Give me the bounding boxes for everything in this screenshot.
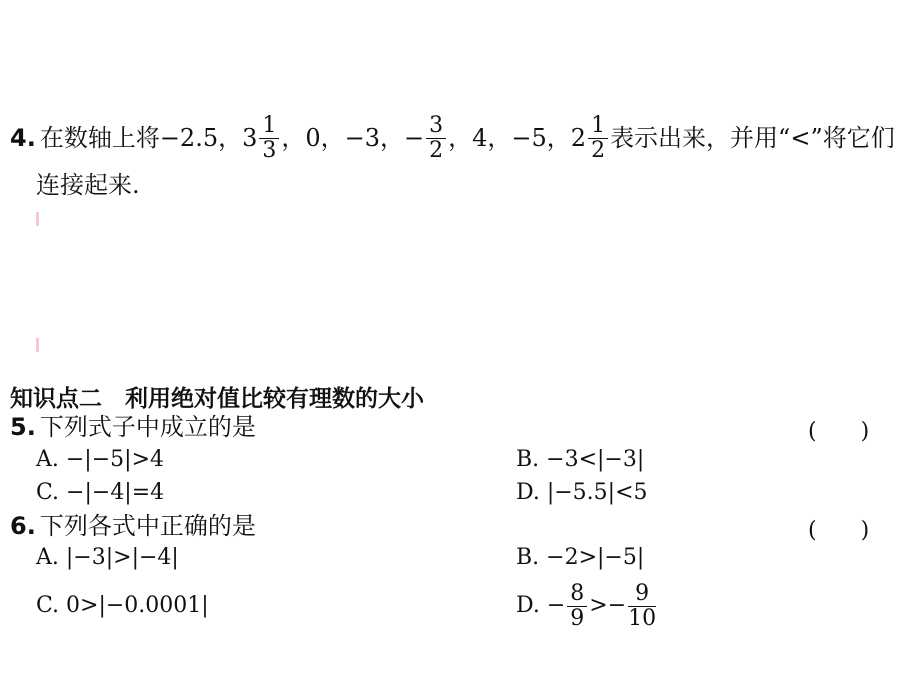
question-text: 下列各式中正确的是 — [39, 512, 256, 540]
answer-parentheses: ( ) — [808, 518, 870, 543]
fraction-denominator: 2 — [591, 137, 606, 163]
fraction-denominator: 2 — [429, 137, 444, 163]
fraction-denominator: 3 — [262, 137, 277, 163]
fraction-denominator: 10 — [628, 605, 657, 631]
fraction-numerator: 1 — [259, 114, 279, 139]
question-text: ，4，−5，2 — [448, 124, 587, 152]
fraction-numerator: 3 — [426, 114, 446, 139]
question-4-line-2: 连接起来. — [36, 171, 140, 199]
question-text: ，0，−3，− — [281, 124, 425, 152]
option-text: >− — [589, 593, 627, 618]
fraction — [588, 114, 608, 163]
option-d[interactable]: D. |−5.5|<5 — [516, 480, 648, 505]
question-text: 在数轴上将−2.5，3 — [39, 124, 258, 152]
fraction — [259, 114, 279, 163]
fraction — [567, 582, 587, 631]
question-number: 4. — [10, 124, 36, 152]
option-c[interactable]: C. −|−4|=4 — [36, 480, 165, 505]
fraction — [628, 582, 656, 631]
question-number: 6. — [10, 512, 36, 540]
decorative-mark — [36, 212, 39, 226]
answer-parentheses: ( ) — [808, 419, 870, 444]
option-b[interactable]: B. −3<|−3| — [516, 447, 645, 472]
option-text: D. − — [516, 593, 566, 618]
question-4-line-1 — [10, 108, 895, 168]
option-d[interactable] — [516, 578, 658, 634]
fraction-denominator: 9 — [570, 605, 585, 631]
option-b[interactable]: B. −2>|−5| — [516, 545, 645, 570]
decorative-mark — [36, 338, 39, 352]
fraction — [426, 114, 446, 163]
fraction-numerator: 9 — [628, 582, 656, 607]
question-text: 表示出来，并用“<”将它们 — [610, 124, 895, 152]
section-heading: 知识点二 利用绝对值比较有理数的大小 — [10, 386, 424, 412]
question-text: 下列式子中成立的是 — [39, 413, 256, 441]
option-a[interactable]: A. −|−5|>4 — [36, 447, 164, 472]
question-5-stem — [10, 412, 256, 442]
option-c[interactable]: C. 0>|−0.0001| — [36, 593, 209, 618]
question-6-stem — [10, 511, 256, 541]
option-a[interactable]: A. |−3|>|−4| — [36, 545, 179, 570]
question-number: 5. — [10, 413, 36, 441]
fraction-numerator: 8 — [567, 582, 587, 607]
fraction-numerator: 1 — [588, 114, 608, 139]
